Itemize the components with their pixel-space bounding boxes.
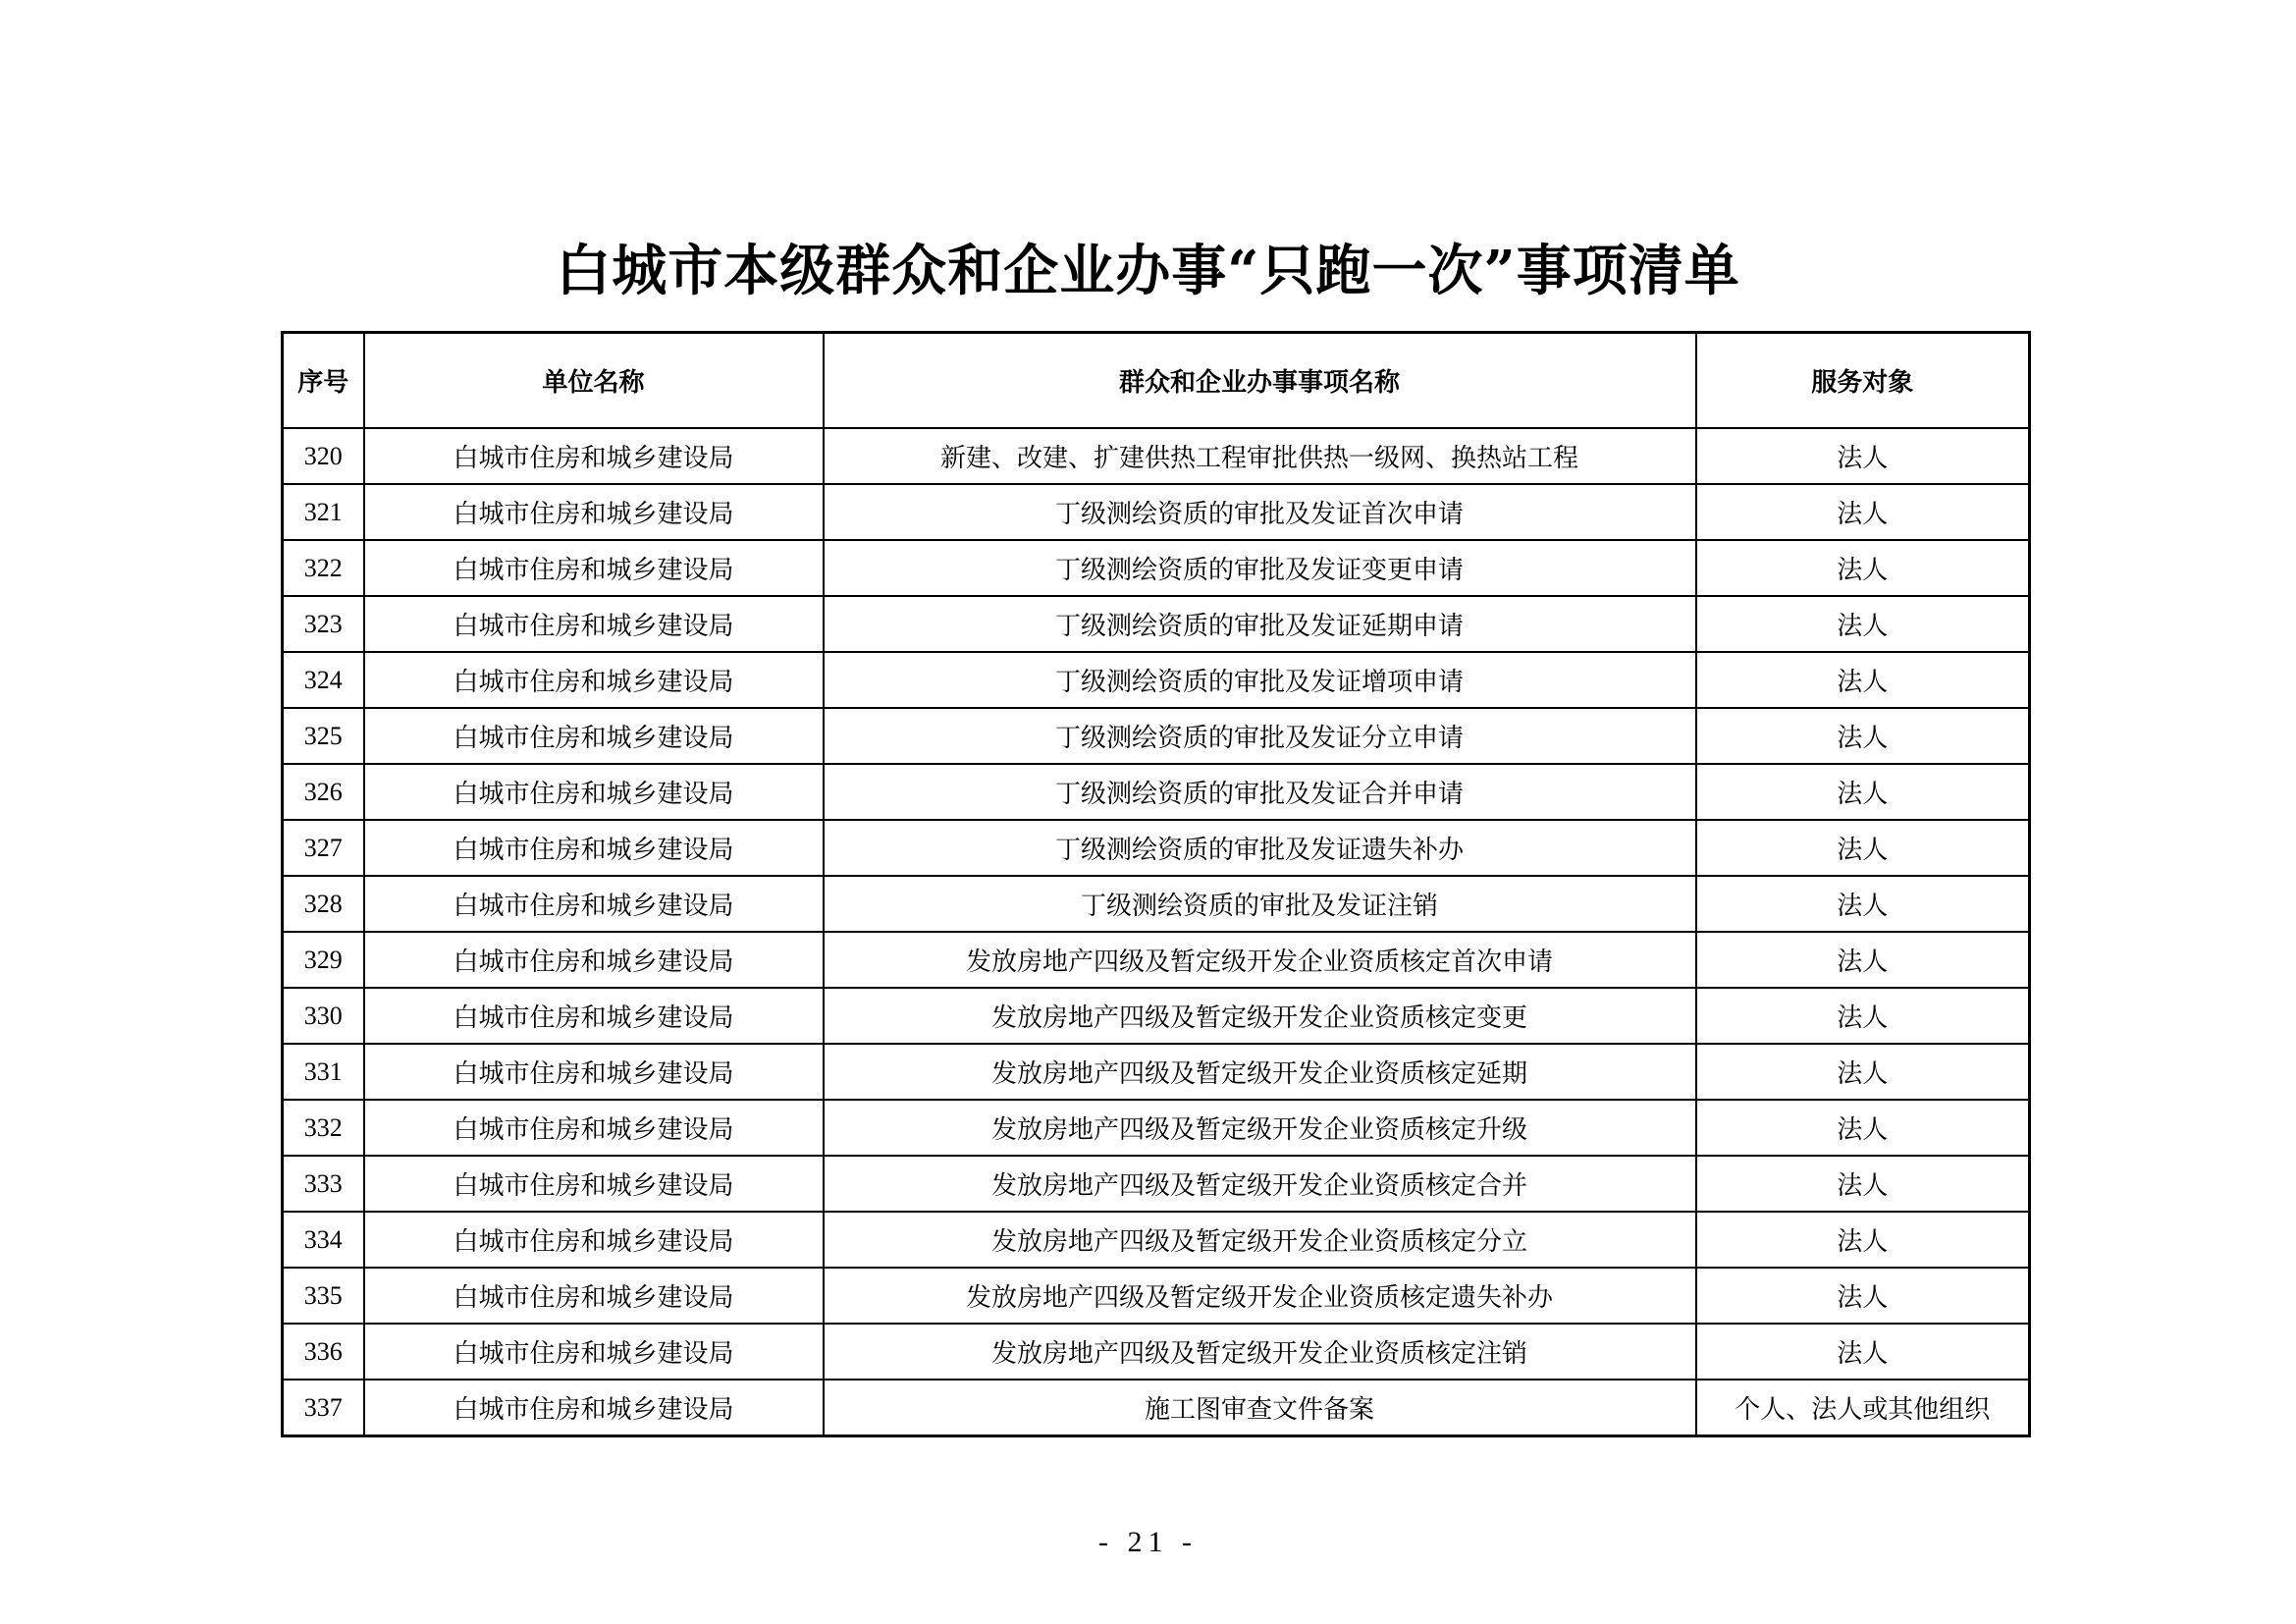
cell-index: 334 xyxy=(283,1212,364,1268)
cell-matter: 发放房地产四级及暂定级开发企业资质核定遗失补办 xyxy=(824,1268,1696,1324)
cell-matter: 丁级测绘资质的审批及发证首次申请 xyxy=(824,484,1696,540)
cell-matter: 丁级测绘资质的审批及发证分立申请 xyxy=(824,708,1696,764)
cell-target: 法人 xyxy=(1696,876,2030,932)
cell-unit: 白城市住房和城乡建设局 xyxy=(364,1044,824,1100)
cell-index: 336 xyxy=(283,1324,364,1380)
cell-target: 个人、法人或其他组织 xyxy=(1696,1380,2030,1436)
cell-unit: 白城市住房和城乡建设局 xyxy=(364,708,824,764)
cell-target: 法人 xyxy=(1696,652,2030,708)
cell-matter: 丁级测绘资质的审批及发证合并申请 xyxy=(824,764,1696,820)
cell-unit: 白城市住房和城乡建设局 xyxy=(364,1156,824,1212)
table-body xyxy=(283,428,2030,1436)
cell-target: 法人 xyxy=(1696,1212,2030,1268)
cell-index: 325 xyxy=(283,708,364,764)
cell-target: 法人 xyxy=(1696,596,2030,652)
header-target: 服务对象 xyxy=(1696,333,2030,429)
cell-index: 333 xyxy=(283,1156,364,1212)
cell-index: 322 xyxy=(283,540,364,596)
table-row xyxy=(283,1044,2030,1100)
table-header xyxy=(283,333,2030,429)
table-row xyxy=(283,484,2030,540)
cell-matter: 发放房地产四级及暂定级开发企业资质核定变更 xyxy=(824,988,1696,1044)
cell-index: 328 xyxy=(283,876,364,932)
cell-index: 330 xyxy=(283,988,364,1044)
cell-matter: 新建、改建、扩建供热工程审批供热一级网、换热站工程 xyxy=(824,428,1696,484)
table-row xyxy=(283,1156,2030,1212)
table-row xyxy=(283,652,2030,708)
table-row xyxy=(283,988,2030,1044)
cell-target: 法人 xyxy=(1696,1268,2030,1324)
cell-matter: 发放房地产四级及暂定级开发企业资质核定注销 xyxy=(824,1324,1696,1380)
cell-matter: 发放房地产四级及暂定级开发企业资质核定首次申请 xyxy=(824,932,1696,988)
table-row xyxy=(283,428,2030,484)
cell-unit: 白城市住房和城乡建设局 xyxy=(364,1100,824,1156)
cell-target: 法人 xyxy=(1696,764,2030,820)
table-row xyxy=(283,1324,2030,1380)
table-row xyxy=(283,540,2030,596)
table-row xyxy=(283,1212,2030,1268)
cell-matter: 丁级测绘资质的审批及发证延期申请 xyxy=(824,596,1696,652)
header-matter: 群众和企业办事事项名称 xyxy=(824,333,1696,429)
cell-target: 法人 xyxy=(1696,1324,2030,1380)
cell-index: 335 xyxy=(283,1268,364,1324)
cell-unit: 白城市住房和城乡建设局 xyxy=(364,428,824,484)
cell-target: 法人 xyxy=(1696,484,2030,540)
cell-matter: 施工图审查文件备案 xyxy=(824,1380,1696,1436)
header-unit: 单位名称 xyxy=(364,333,824,429)
cell-unit: 白城市住房和城乡建设局 xyxy=(364,876,824,932)
cell-matter: 发放房地产四级及暂定级开发企业资质核定延期 xyxy=(824,1044,1696,1100)
cell-index: 324 xyxy=(283,652,364,708)
cell-unit: 白城市住房和城乡建设局 xyxy=(364,988,824,1044)
cell-unit: 白城市住房和城乡建设局 xyxy=(364,484,824,540)
cell-unit: 白城市住房和城乡建设局 xyxy=(364,1268,824,1324)
cell-unit: 白城市住房和城乡建设局 xyxy=(364,540,824,596)
cell-matter: 发放房地产四级及暂定级开发企业资质核定合并 xyxy=(824,1156,1696,1212)
header-row xyxy=(283,333,2030,429)
cell-target: 法人 xyxy=(1696,988,2030,1044)
cell-index: 337 xyxy=(283,1380,364,1436)
cell-index: 331 xyxy=(283,1044,364,1100)
table-row xyxy=(283,876,2030,932)
cell-unit: 白城市住房和城乡建设局 xyxy=(364,820,824,876)
header-index: 序号 xyxy=(283,333,364,429)
table-row xyxy=(283,1100,2030,1156)
cell-index: 326 xyxy=(283,764,364,820)
cell-unit: 白城市住房和城乡建设局 xyxy=(364,652,824,708)
cell-target: 法人 xyxy=(1696,1044,2030,1100)
table-row xyxy=(283,596,2030,652)
cell-unit: 白城市住房和城乡建设局 xyxy=(364,1324,824,1380)
cell-unit: 白城市住房和城乡建设局 xyxy=(364,1380,824,1436)
cell-target: 法人 xyxy=(1696,932,2030,988)
cell-matter: 丁级测绘资质的审批及发证变更申请 xyxy=(824,540,1696,596)
table-row xyxy=(283,932,2030,988)
cell-matter: 丁级测绘资质的审批及发证增项申请 xyxy=(824,652,1696,708)
table-row xyxy=(283,764,2030,820)
table-row xyxy=(283,1268,2030,1324)
cell-target: 法人 xyxy=(1696,1156,2030,1212)
cell-index: 320 xyxy=(283,428,364,484)
table-row xyxy=(283,820,2030,876)
cell-index: 329 xyxy=(283,932,364,988)
cell-matter: 丁级测绘资质的审批及发证注销 xyxy=(824,876,1696,932)
cell-matter: 发放房地产四级及暂定级开发企业资质核定分立 xyxy=(824,1212,1696,1268)
cell-unit: 白城市住房和城乡建设局 xyxy=(364,1212,824,1268)
matters-table xyxy=(281,331,2031,1437)
cell-unit: 白城市住房和城乡建设局 xyxy=(364,932,824,988)
cell-index: 332 xyxy=(283,1100,364,1156)
cell-target: 法人 xyxy=(1696,428,2030,484)
table-row xyxy=(283,1380,2030,1436)
cell-index: 327 xyxy=(283,820,364,876)
cell-unit: 白城市住房和城乡建设局 xyxy=(364,764,824,820)
cell-matter: 丁级测绘资质的审批及发证遗失补办 xyxy=(824,820,1696,876)
cell-target: 法人 xyxy=(1696,820,2030,876)
cell-matter: 发放房地产四级及暂定级开发企业资质核定升级 xyxy=(824,1100,1696,1156)
cell-target: 法人 xyxy=(1696,540,2030,596)
cell-target: 法人 xyxy=(1696,1100,2030,1156)
document-title: 白城市本级群众和企业办事“只跑一次”事项清单 xyxy=(556,239,1740,303)
cell-unit: 白城市住房和城乡建设局 xyxy=(364,596,824,652)
page-number: - 21 - xyxy=(1098,1526,1198,1558)
table-row xyxy=(283,708,2030,764)
cell-index: 321 xyxy=(283,484,364,540)
cell-index: 323 xyxy=(283,596,364,652)
cell-target: 法人 xyxy=(1696,708,2030,764)
